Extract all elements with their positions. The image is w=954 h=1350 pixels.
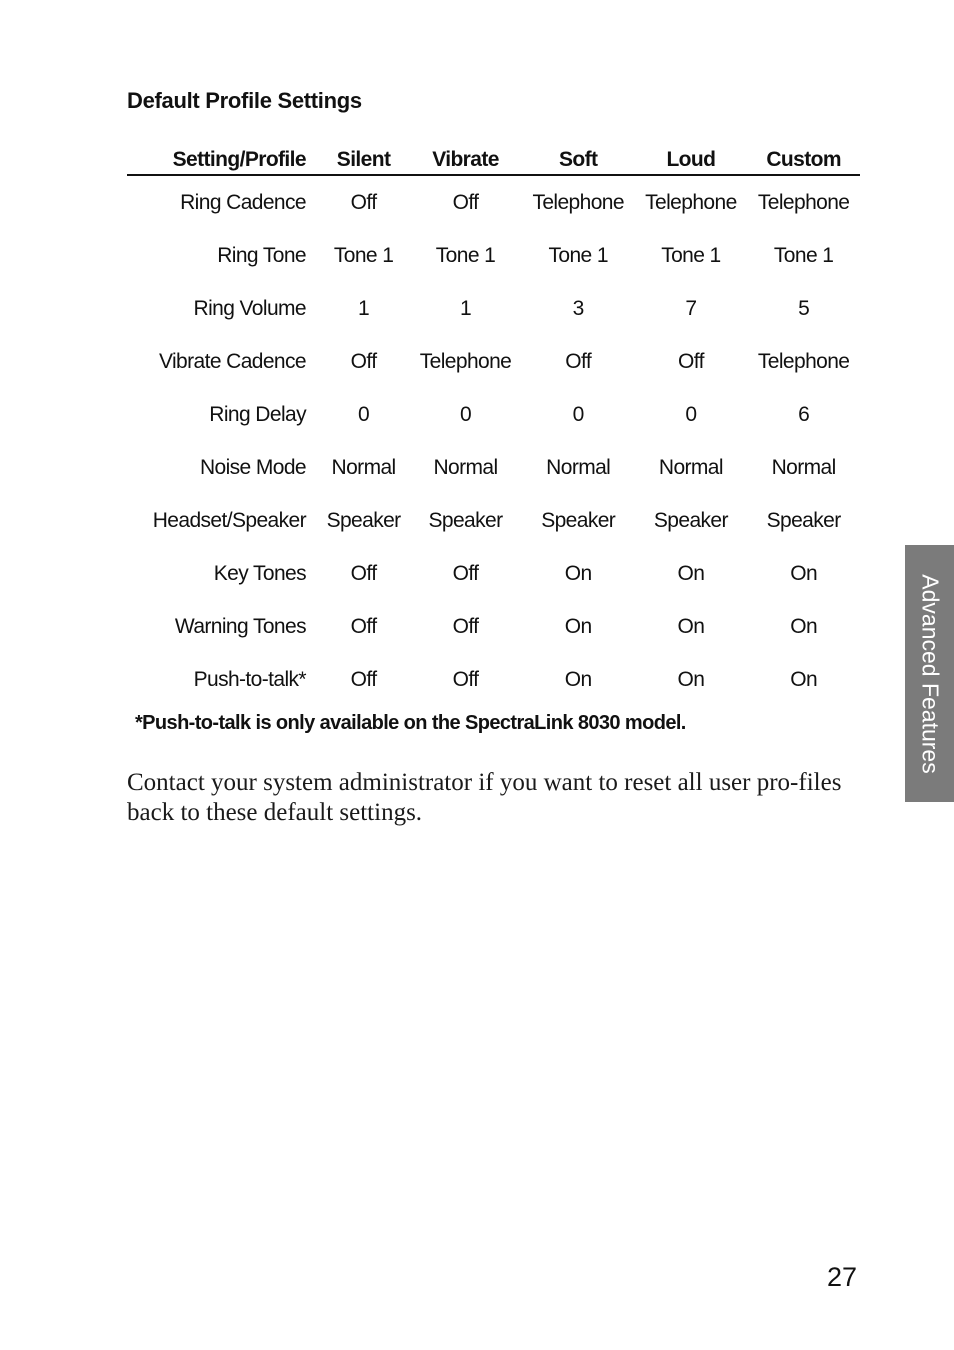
table-cell: Tone 1	[435, 243, 496, 267]
row-label: Ring Delay	[209, 402, 306, 426]
table-cell: Off	[452, 190, 479, 214]
table-row	[127, 600, 860, 653]
table-row	[127, 547, 860, 600]
table-cell: On	[564, 561, 592, 585]
table-row	[127, 229, 860, 282]
chapter-side-tab	[905, 545, 954, 802]
row-label: Noise Mode	[199, 455, 306, 479]
table-cell: Speaker	[326, 508, 401, 532]
row-label: Ring Cadence	[180, 190, 306, 214]
table-cell: On	[677, 614, 705, 638]
header-vibrate: Vibrate	[409, 140, 522, 175]
table-cell: Off	[452, 561, 479, 585]
table-cell: Speaker	[428, 508, 503, 532]
table-cell: Off	[678, 349, 704, 373]
row-label: Headset/Speaker	[152, 508, 306, 532]
table-cell: Off	[565, 349, 592, 373]
table-cell: 6	[798, 402, 810, 426]
header-soft: Soft	[522, 140, 635, 175]
table-cell: Telephone	[419, 349, 512, 373]
row-label: Key Tones	[213, 561, 306, 585]
table-cell: On	[677, 667, 705, 691]
table-cell: On	[790, 667, 818, 691]
table-cell: Off	[350, 667, 377, 691]
table-row	[127, 335, 860, 388]
table-cell: Off	[452, 614, 479, 638]
header-setting-profile: Setting/Profile	[127, 140, 318, 175]
table-cell: Off	[350, 614, 377, 638]
table-cell: 1	[358, 296, 370, 320]
table-row	[127, 282, 860, 335]
table-cell: 0	[685, 402, 697, 426]
table-cell: Tone 1	[773, 243, 834, 267]
table-cell: Off	[350, 190, 377, 214]
section-heading: Default Profile Settings	[127, 88, 362, 113]
table-cell: Tone 1	[333, 243, 394, 267]
table-cell: Speaker	[653, 508, 728, 532]
default-profile-table	[127, 140, 860, 706]
table-cell: Off	[350, 349, 377, 373]
page-number: 27	[826, 1262, 857, 1292]
table-footnote: *Push-to-talk is only available on the SpectraLink 8030 model.	[135, 712, 686, 734]
table-cell: Tone 1	[661, 243, 721, 267]
table-cell: Telephone	[645, 190, 737, 214]
table-cell: Normal	[546, 455, 611, 479]
table-cell: Telephone	[757, 349, 850, 373]
table-row	[127, 494, 860, 547]
row-label: Ring Tone	[217, 243, 306, 267]
table-cell: 0	[459, 402, 472, 426]
table-cell: Off	[350, 561, 377, 585]
row-label: Ring Volume	[193, 296, 306, 320]
row-label: Vibrate Cadence	[158, 349, 306, 373]
table-cell: Normal	[331, 455, 396, 479]
row-label: Push-to-talk*	[193, 667, 306, 691]
table-cell: Off	[452, 667, 479, 691]
table-cell: Telephone	[757, 190, 850, 214]
table-cell: On	[790, 614, 818, 638]
table-cell: 3	[572, 296, 584, 320]
table-cell: 5	[798, 296, 810, 320]
header-silent: Silent	[318, 140, 409, 175]
header-loud: Loud	[635, 140, 748, 175]
table-cell: On	[677, 561, 705, 585]
table-cell: Telephone	[532, 190, 624, 214]
body-paragraph: Contact your system administrator if you want to reset all user pro-files back to these default settings.	[127, 769, 842, 826]
table-header-row	[127, 140, 860, 175]
table-cell: Speaker	[541, 508, 616, 532]
table-row	[127, 388, 860, 441]
table-row	[127, 175, 860, 229]
table-cell: On	[790, 561, 818, 585]
table-cell: Speaker	[766, 508, 841, 532]
table-row	[127, 653, 860, 706]
table-cell: 0	[358, 402, 370, 426]
table-cell: Tone 1	[548, 243, 608, 267]
table-cell: On	[564, 614, 592, 638]
side-tab-label: Advanced Features	[917, 573, 943, 774]
table-cell: Normal	[658, 455, 723, 479]
table-row	[127, 441, 860, 494]
table-cell: 0	[572, 402, 584, 426]
table-cell: Normal	[771, 455, 836, 479]
header-custom: Custom	[747, 140, 860, 175]
table-cell: Normal	[433, 455, 498, 479]
table-cell: 7	[685, 296, 697, 320]
table-cell: 1	[459, 296, 472, 320]
row-label: Warning Tones	[174, 614, 306, 638]
table-cell: On	[564, 667, 592, 691]
